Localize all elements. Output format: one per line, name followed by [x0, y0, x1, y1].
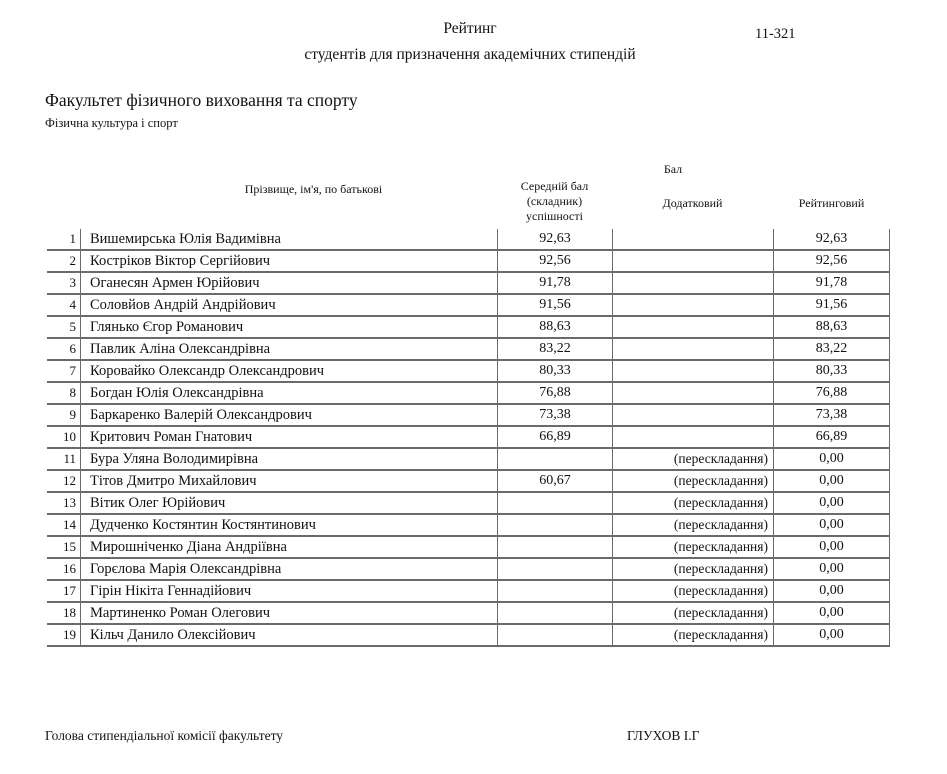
average-score-cell — [497, 559, 612, 579]
table-row — [47, 295, 890, 317]
rating-score-cell: 0,00 — [773, 559, 890, 579]
table-row — [47, 229, 890, 251]
row-number-cell: 14 — [63, 517, 76, 532]
additional-score-cell — [612, 339, 773, 359]
average-score-cell: 76,88 — [497, 383, 612, 403]
student-name-cell: Тітов Дмитро Михайлович — [80, 471, 497, 491]
rating-score-cell: 0,00 — [773, 537, 890, 557]
row-number-cell: 1 — [69, 231, 76, 246]
document-title-line2: студентів для призначення академічних стипендій — [304, 46, 636, 63]
table-row — [47, 471, 890, 493]
student-name-cell: Мартиненко Роман Олегович — [80, 603, 497, 623]
rating-score-cell: 0,00 — [773, 493, 890, 513]
table-row — [47, 273, 890, 295]
additional-score-cell — [612, 361, 773, 381]
additional-score-cell: (перескладання) — [612, 559, 773, 579]
average-score-cell — [497, 625, 612, 645]
row-number-cell: 12 — [63, 473, 76, 488]
row-number-cell: 2 — [69, 253, 76, 268]
student-name-cell: Костріков Віктор Сергійович — [80, 251, 497, 271]
table-row — [47, 383, 890, 405]
rating-score-cell: 83,22 — [773, 339, 890, 359]
additional-score-cell: (перескладання) — [612, 515, 773, 535]
table-row — [47, 515, 890, 537]
average-score-cell: 92,56 — [497, 251, 612, 271]
table-row — [47, 405, 890, 427]
table-row — [47, 537, 890, 559]
additional-score-cell — [612, 273, 773, 293]
student-name-cell: Горєлова Марія Олександрівна — [80, 559, 497, 579]
average-score-cell — [497, 449, 612, 469]
column-header-additional: Додатковий — [662, 196, 723, 210]
row-number-cell: 19 — [63, 627, 76, 642]
table-row — [47, 427, 890, 449]
row-number-cell: 10 — [63, 429, 76, 444]
student-name-cell: Баркаренко Валерій Олександрович — [80, 405, 497, 425]
average-score-cell: 73,38 — [497, 405, 612, 425]
student-name-cell: Вишемирська Юлія Вадимівна — [80, 229, 497, 249]
table-row — [47, 449, 890, 471]
row-number-cell: 18 — [63, 605, 76, 620]
document-title — [235, 16, 705, 68]
column-header-rating: Рейтинговий — [798, 196, 865, 210]
student-name-cell: Вітик Олег Юрійович — [80, 493, 497, 513]
student-name-cell: Гірін Нікіта Геннадійович — [80, 581, 497, 601]
commission-head-name: ГЛУХОВ І.Г — [627, 728, 700, 743]
faculty-name: Факультет фізичного виховання та спорту — [45, 90, 358, 110]
row-number-cell: 4 — [69, 297, 76, 312]
average-score-cell — [497, 515, 612, 535]
student-name-cell: Кільч Данило Олексійович — [80, 625, 497, 645]
average-score-cell: 88,63 — [497, 317, 612, 337]
rating-score-cell: 0,00 — [773, 515, 890, 535]
average-score-cell — [497, 603, 612, 623]
additional-score-cell: (перескладання) — [612, 493, 773, 513]
rating-score-cell: 92,63 — [773, 229, 890, 249]
additional-score-cell: (перескладання) — [612, 625, 773, 645]
table-row — [47, 339, 890, 361]
student-name-cell: Оганесян Армен Юрійович — [80, 273, 497, 293]
additional-score-cell: (перескладання) — [612, 471, 773, 491]
additional-score-cell — [612, 405, 773, 425]
document-title-line1: Рейтинг — [443, 20, 497, 37]
average-score-cell — [497, 581, 612, 601]
ranking-table — [47, 229, 890, 647]
table-row — [47, 317, 890, 339]
additional-score-cell — [612, 251, 773, 271]
commission-head-label: Голова стипендіальної комісії факультету — [45, 728, 284, 743]
student-name-cell: Соловйов Андрій Андрійович — [80, 295, 497, 315]
rating-score-cell: 66,89 — [773, 427, 890, 447]
rating-score-cell: 0,00 — [773, 581, 890, 601]
rating-score-cell: 91,56 — [773, 295, 890, 315]
average-score-cell — [497, 537, 612, 557]
rating-score-cell: 0,00 — [773, 471, 890, 491]
column-header-average-line3: успішності — [526, 209, 583, 223]
average-score-cell: 92,63 — [497, 229, 612, 249]
student-name-cell: Павлик Аліна Олександрівна — [80, 339, 497, 359]
additional-score-cell: (перескладання) — [612, 537, 773, 557]
rating-score-cell: 88,63 — [773, 317, 890, 337]
row-number-cell: 11 — [63, 451, 76, 466]
row-number-cell: 5 — [69, 319, 76, 334]
row-number-cell: 3 — [69, 275, 76, 290]
average-score-cell: 66,89 — [497, 427, 612, 447]
student-name-cell: Мирошніченко Діана Андріївна — [80, 537, 497, 557]
row-number-cell: 6 — [69, 341, 76, 356]
student-name-cell: Коровайко Олександр Олександрович — [80, 361, 497, 381]
column-header-average-line1: Середній бал — [520, 179, 589, 193]
table-row — [47, 603, 890, 625]
row-number-cell: 7 — [69, 363, 76, 378]
rating-score-cell: 80,33 — [773, 361, 890, 381]
rating-score-cell: 92,56 — [773, 251, 890, 271]
average-score-cell: 80,33 — [497, 361, 612, 381]
row-number-cell: 16 — [63, 561, 76, 576]
average-score-cell: 91,78 — [497, 273, 612, 293]
rating-score-cell: 0,00 — [773, 625, 890, 645]
student-name-cell: Богдан Юлія Олександрівна — [80, 383, 497, 403]
rating-score-cell: 76,88 — [773, 383, 890, 403]
rating-score-cell: 91,78 — [773, 273, 890, 293]
column-header-average-score — [497, 179, 612, 224]
column-header-average-line2: (складник) — [526, 194, 583, 208]
additional-score-cell — [612, 383, 773, 403]
table-row — [47, 625, 890, 647]
rating-score-cell: 0,00 — [773, 603, 890, 623]
specialty-name: Фізична культура і спорт — [45, 116, 178, 130]
table-row — [47, 559, 890, 581]
student-name-cell: Бура Уляна Володимирівна — [80, 449, 497, 469]
score-group-header: Бал — [663, 162, 683, 176]
table-row — [47, 361, 890, 383]
additional-score-cell — [612, 317, 773, 337]
additional-score-cell — [612, 427, 773, 447]
row-number-cell: 9 — [69, 407, 76, 422]
student-name-cell: Глянько Єгор Романович — [80, 317, 497, 337]
average-score-cell: 83,22 — [497, 339, 612, 359]
rating-score-cell: 73,38 — [773, 405, 890, 425]
table-row — [47, 493, 890, 515]
student-name-cell: Критович Роман Гнатович — [80, 427, 497, 447]
additional-score-cell: (перескладання) — [612, 603, 773, 623]
row-number-cell: 8 — [69, 385, 76, 400]
table-row — [47, 251, 890, 273]
average-score-cell: 91,56 — [497, 295, 612, 315]
student-name-cell: Дудченко Костянтин Костянтинович — [80, 515, 497, 535]
additional-score-cell: (перескладання) — [612, 581, 773, 601]
row-number-cell: 15 — [63, 539, 76, 554]
additional-score-cell: (перескладання) — [612, 449, 773, 469]
average-score-cell — [497, 493, 612, 513]
additional-score-cell — [612, 229, 773, 249]
average-score-cell: 60,67 — [497, 471, 612, 491]
row-number-cell: 13 — [63, 495, 76, 510]
row-number-cell: 17 — [63, 583, 76, 598]
column-header-name: Прізвище, ім'я, по батькові — [244, 182, 383, 196]
additional-score-cell — [612, 295, 773, 315]
group-code: 11-321 — [755, 26, 796, 42]
rating-score-cell: 0,00 — [773, 449, 890, 469]
table-row — [47, 581, 890, 603]
